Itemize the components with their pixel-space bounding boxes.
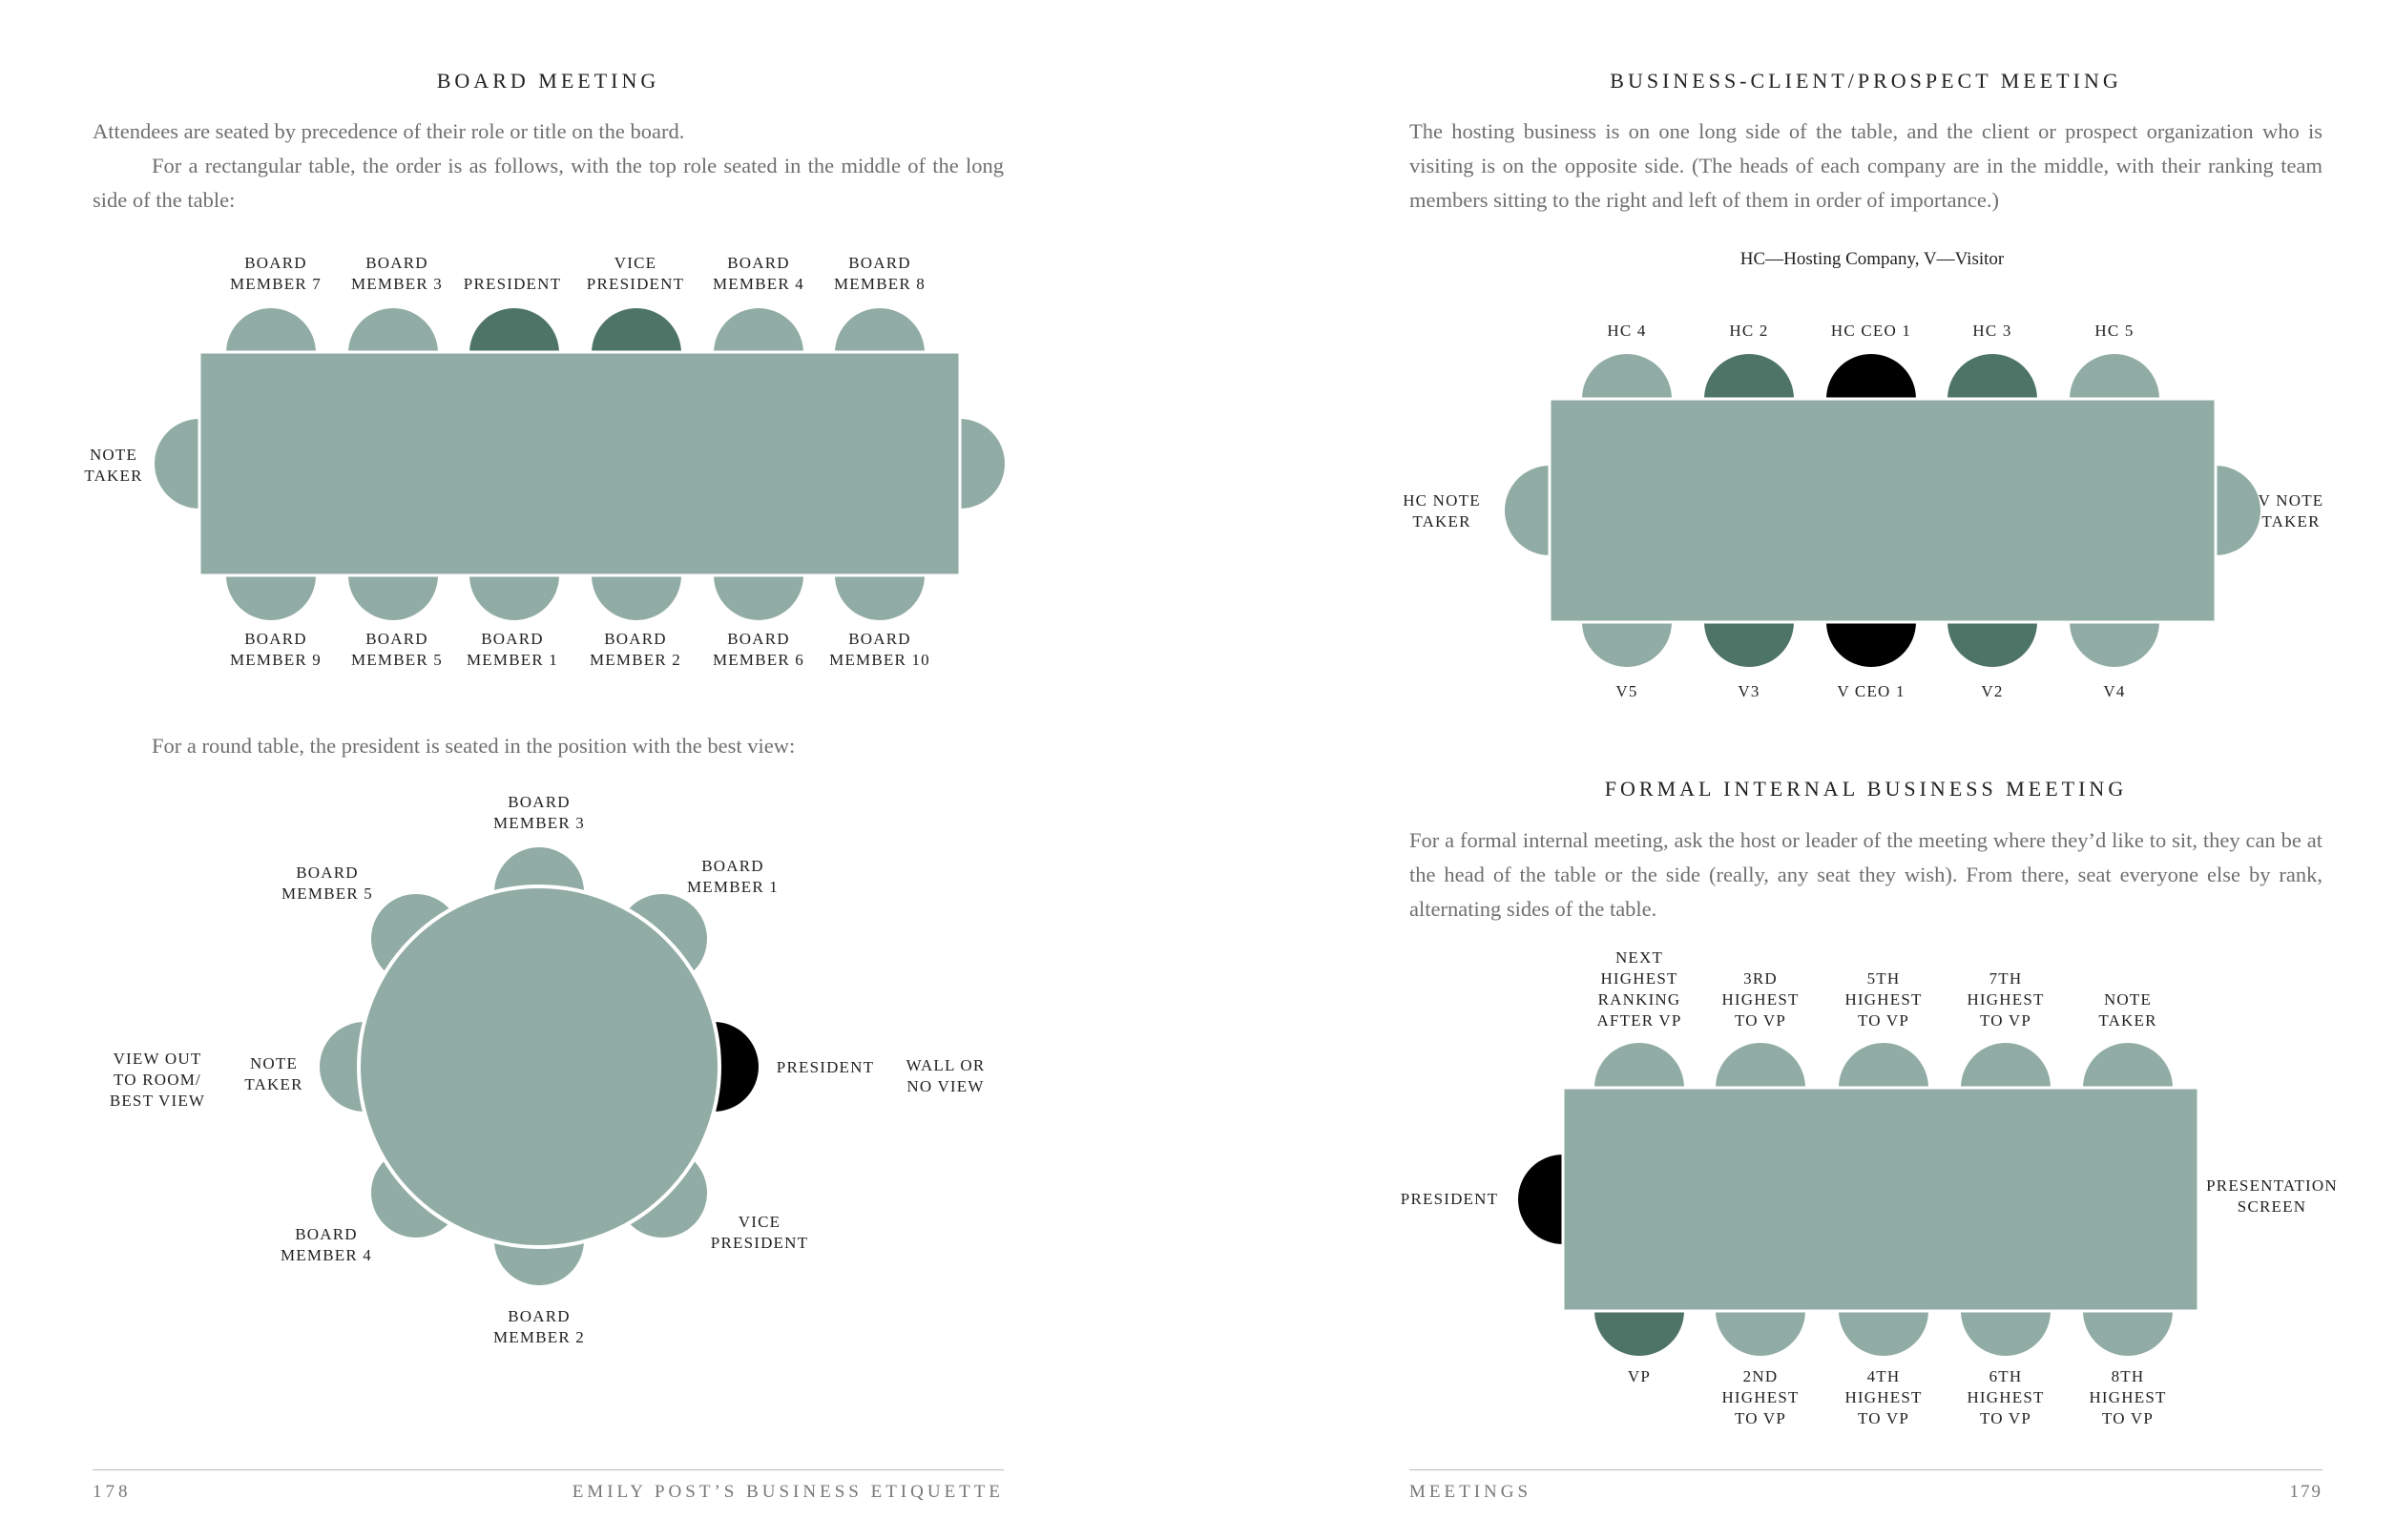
seat-v-ceo-1 (1826, 622, 1916, 667)
round-label-note-taker: NOTE TAKER (244, 1054, 303, 1093)
seat-v5 (1582, 622, 1672, 667)
client-bottom-label-5: V4 (2103, 682, 2126, 700)
seat-bottom-board-member-5 (348, 575, 438, 620)
formal-top-label-2: 3RD HIGHEST TO VP (1721, 969, 1800, 1030)
client-top-label-2: HC 2 (1729, 322, 1769, 340)
rect-bottom-label-1: BOARD MEMBER 9 (229, 630, 323, 669)
client-meeting-heading: BUSINESS-CLIENT/PROSPECT MEETING (1610, 69, 2122, 93)
rect-bottom-label-5: BOARD MEMBER 6 (712, 630, 805, 669)
formal-table-diagram (1518, 1043, 2198, 1356)
formal-table (1563, 1088, 2198, 1311)
formal-top-label-5: NOTE TAKER (2098, 990, 2157, 1030)
board-meeting-para-2: For a rectangular table, the order is as follows, with the top role seated in the middle of the long side of the table: (93, 154, 1004, 212)
seat-top-board-member-4 (714, 308, 803, 353)
client-bottom-label-2: V3 (1738, 682, 1760, 700)
seat-v4 (2070, 622, 2159, 667)
rect-top-label-6: BOARD MEMBER 8 (833, 254, 927, 293)
formal-bottom-label-2: 2ND HIGHEST TO VP (1721, 1367, 1800, 1427)
rect-top-label-2: BOARD MEMBER 3 (350, 254, 444, 293)
right-page-number: 179 (2289, 1482, 2322, 1502)
formal-meeting-heading: FORMAL INTERNAL BUSINESS MEETING (1604, 777, 2128, 801)
rect-board-table-diagram (155, 308, 1005, 620)
right-diagrams-svg (1198, 0, 2395, 1540)
seat-top-president (469, 308, 559, 353)
seat-top-board-member-7 (226, 308, 316, 353)
formal-top-label-3: 5TH HIGHEST TO VP (1844, 969, 1923, 1030)
left-running-title: EMILY POST’S BUSINESS ETIQUETTE (572, 1482, 1004, 1502)
formal-president-label: PRESIDENT (1400, 1190, 1499, 1208)
seat-president-head (1518, 1155, 1563, 1244)
client-bottom-label-4: V2 (1981, 682, 2004, 700)
round-label-vice-president: VICE PRESIDENT (710, 1213, 809, 1252)
seat-bottom-board-member-10 (835, 575, 925, 620)
seat-note-taker (2083, 1043, 2173, 1088)
seat-7th-highest (1961, 1043, 2051, 1088)
formal-bottom-label-1: VP (1627, 1367, 1652, 1385)
round-label-board-member-2: BOARD MEMBER 2 (492, 1307, 586, 1346)
round-label-president: PRESIDENT (776, 1058, 875, 1076)
formal-bottom-label-5: 8TH HIGHEST TO VP (2089, 1367, 2167, 1427)
seat-4th-highest (1839, 1311, 1928, 1356)
client-top-label-4: HC 3 (1972, 322, 2012, 340)
left-footer-rule (93, 1469, 1004, 1470)
seat-right-end (960, 419, 1005, 509)
rect-top-label-3: PRESIDENT (463, 275, 562, 293)
seat-6th-highest (1961, 1311, 2051, 1356)
seat-hc-note-taker (1505, 466, 1550, 555)
seat-next-highest (1594, 1043, 1684, 1088)
round-label-board-member-4: BOARD MEMBER 4 (280, 1225, 373, 1264)
right-section-title: MEETINGS (1409, 1482, 1532, 1502)
seat-3rd-highest (1716, 1043, 1805, 1088)
round-table-para: For a round table, the president is seated in the position with the best view: (152, 734, 796, 758)
rect-bottom-label-3: BOARD MEMBER 1 (466, 630, 559, 669)
client-bottom-label-1: V5 (1615, 682, 1638, 700)
seat-5th-highest (1839, 1043, 1928, 1088)
seat-top-board-member-3 (348, 308, 438, 353)
seat-left-note-taker (155, 419, 199, 509)
client-top-label-1: HC 4 (1607, 322, 1647, 340)
right-footer-rule (1409, 1469, 2322, 1470)
formal-top-label-4: 7TH HIGHEST TO VP (1967, 969, 2045, 1030)
formal-meeting-text: For a formal internal meeting, ask the host or leader of the meeting where they’d like to sit, they can be at the head of the table or the side (really, any seat they wish). From there, seat everyone else by rank, alternating sides of the table. (1409, 828, 2322, 921)
board-meeting-heading: BOARD MEETING (436, 69, 660, 93)
seat-v2 (1947, 622, 2037, 667)
round-table-intro (93, 729, 1004, 763)
client-meeting-legend: HC—Hosting Company, V—Visitor (1739, 249, 2005, 269)
right-page (1198, 0, 2395, 1540)
client-v-note-taker-label: V NOTE TAKER (2258, 491, 2324, 531)
seat-top-vice-president (592, 308, 681, 353)
seat-v3 (1704, 622, 1794, 667)
round-label-best-view: VIEW OUT TO ROOM/ BEST VIEW (109, 1050, 206, 1110)
client-table-diagram (1505, 354, 2260, 667)
formal-meeting-para (1409, 823, 2322, 926)
rect-bottom-label-2: BOARD MEMBER 5 (350, 630, 444, 669)
board-meeting-para-1: Attendees are seated by precedence of their role or title on the board. (93, 119, 685, 143)
rect-note-taker-label: NOTE TAKER (84, 446, 143, 485)
round-label-no-view: WALL OR NO VIEW (906, 1056, 986, 1095)
round-label-board-member-5: BOARD MEMBER 5 (281, 864, 374, 903)
client-meeting-text: The hosting business is on one long side of the table, and the client or prospect organization who is visiting is on the opposite side. (The heads of each company are in the middle, with their ranking team members sitting to the right and left of them in order of importance.) (1409, 119, 2322, 212)
round-board-table-diagram (320, 847, 759, 1285)
formal-bottom-label-3: 4TH HIGHEST TO VP (1844, 1367, 1923, 1427)
client-bottom-label-3: V CEO 1 (1837, 682, 1906, 700)
client-table (1550, 399, 2216, 622)
seat-8th-highest (2083, 1311, 2173, 1356)
seat-bottom-board-member-6 (714, 575, 803, 620)
rect-top-label-1: BOARD MEMBER 7 (229, 254, 323, 293)
left-page-number: 178 (93, 1482, 132, 1502)
seat-top-board-member-8 (835, 308, 925, 353)
formal-top-label-1: NEXT HIGHEST RANKING AFTER VP (1596, 948, 1682, 1030)
client-hc-note-taker-label: HC NOTE TAKER (1403, 491, 1481, 531)
client-top-label-5: HC 5 (2094, 322, 2135, 340)
rect-board-table (199, 352, 960, 575)
seat-vp (1594, 1311, 1684, 1356)
seat-v-note-taker (2216, 466, 2260, 555)
seat-hc-5 (2070, 354, 2159, 399)
seat-hc-ceo-1 (1826, 354, 1916, 399)
round-label-board-member-3: BOARD MEMBER 3 (492, 793, 586, 832)
seat-hc-3 (1947, 354, 2037, 399)
formal-screen-label: PRESENTATION SCREEN (2206, 1176, 2338, 1216)
round-board-table (359, 886, 719, 1247)
rect-top-label-4: VICE PRESIDENT (586, 254, 685, 293)
seat-hc-4 (1582, 354, 1672, 399)
rect-bottom-label-6: BOARD MEMBER 10 (829, 630, 930, 669)
rect-top-label-5: BOARD MEMBER 4 (712, 254, 805, 293)
client-top-label-3: HC CEO 1 (1830, 322, 1912, 340)
seat-bottom-board-member-1 (469, 575, 559, 620)
rect-bottom-label-4: BOARD MEMBER 2 (589, 630, 682, 669)
round-label-board-member-1: BOARD MEMBER 1 (686, 857, 780, 896)
formal-bottom-label-4: 6TH HIGHEST TO VP (1967, 1367, 2045, 1427)
seat-hc-2 (1704, 354, 1794, 399)
seat-bottom-board-member-9 (226, 575, 316, 620)
seat-bottom-board-member-2 (592, 575, 681, 620)
seat-2nd-highest (1716, 1311, 1805, 1356)
